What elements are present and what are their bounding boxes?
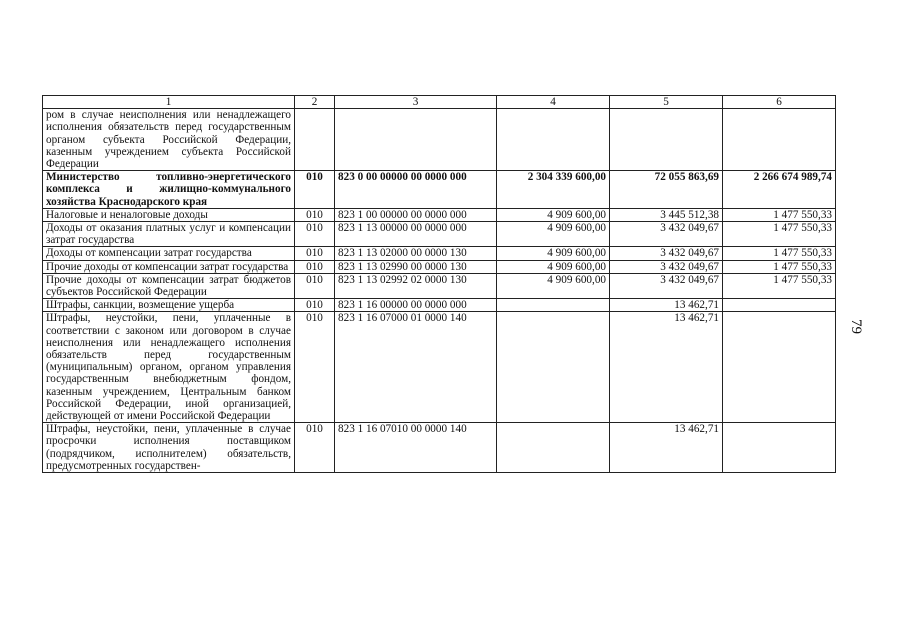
row-description: Доходы от оказания платных услуг и компенсации затрат государства bbox=[43, 222, 295, 247]
row-value-col4: 2 304 339 600,00 bbox=[497, 171, 610, 209]
row-line-code: 010 bbox=[295, 208, 335, 221]
row-value-col5: 13 462,71 bbox=[610, 299, 723, 312]
row-budget-code: 823 1 13 00000 00 0000 000 bbox=[335, 222, 497, 247]
row-value-col6: 1 477 550,33 bbox=[723, 273, 836, 298]
row-value-col5: 3 432 049,67 bbox=[610, 260, 723, 273]
row-description: Штрафы, неустойки, пени, уплаченные в соответствии с законом или договором в случае неисполнения или ненадлежащего исполнения обязательств перед государственным (муниципальным) органом, органом управления государственным внебюджетным фондом, казенным учреждением, Центральным банком Российской Федерации, иной организацией, действующей от имени Российской Федерации bbox=[43, 312, 295, 423]
row-value-col5: 3 432 049,67 bbox=[610, 273, 723, 298]
row-budget-code: 823 1 00 00000 00 0000 000 bbox=[335, 208, 497, 221]
row-description: Прочие доходы от компенсации затрат бюджетов субъектов Российской Федерации bbox=[43, 273, 295, 298]
column-header-5: 5 bbox=[610, 96, 723, 109]
row-value-col4 bbox=[497, 312, 610, 423]
row-value-col6: 1 477 550,33 bbox=[723, 247, 836, 260]
table-row bbox=[43, 109, 836, 171]
row-budget-code: 823 1 13 02000 00 0000 130 bbox=[335, 247, 497, 260]
row-value-col5: 3 432 049,67 bbox=[610, 222, 723, 247]
table-row bbox=[43, 423, 836, 473]
row-line-code: 010 bbox=[295, 171, 335, 209]
column-number-header-row bbox=[43, 96, 836, 109]
table-row bbox=[43, 247, 836, 260]
row-value-col4 bbox=[497, 109, 610, 171]
row-description: ром в случае неисполнения или ненадлежащего исполнения обязательств перед государственным органом субъекта Российской Федерации, казенным учреждением субъекта Российской Федерации bbox=[43, 109, 295, 171]
row-budget-code: 823 1 16 07010 00 0000 140 bbox=[335, 423, 497, 473]
row-value-col6: 2 266 674 989,74 bbox=[723, 171, 836, 209]
row-description: Доходы от компенсации затрат государства bbox=[43, 247, 295, 260]
row-line-code: 010 bbox=[295, 260, 335, 273]
table-row bbox=[43, 299, 836, 312]
row-value-col5: 13 462,71 bbox=[610, 312, 723, 423]
row-value-col5: 72 055 863,69 bbox=[610, 171, 723, 209]
row-budget-code: 823 0 00 00000 00 0000 000 bbox=[335, 171, 497, 209]
column-header-2: 2 bbox=[295, 96, 335, 109]
row-budget-code: 823 1 16 00000 00 0000 000 bbox=[335, 299, 497, 312]
row-value-col4: 4 909 600,00 bbox=[497, 247, 610, 260]
page-number: 79 bbox=[848, 319, 864, 334]
row-description: Прочие доходы от компенсации затрат государства bbox=[43, 260, 295, 273]
row-value-col5: 3 432 049,67 bbox=[610, 247, 723, 260]
column-header-3: 3 bbox=[335, 96, 497, 109]
row-budget-code: 823 1 16 07000 01 0000 140 bbox=[335, 312, 497, 423]
row-line-code bbox=[295, 109, 335, 171]
row-line-code: 010 bbox=[295, 273, 335, 298]
row-budget-code: 823 1 13 02992 02 0000 130 bbox=[335, 273, 497, 298]
column-header-1: 1 bbox=[43, 96, 295, 109]
row-description: Штрафы, неустойки, пени, уплаченные в случае просрочки исполнения поставщиком (подрядчиком, исполнителем) обязательств, предусмотренных государствен- bbox=[43, 423, 295, 473]
row-value-col4 bbox=[497, 299, 610, 312]
row-value-col6 bbox=[723, 109, 836, 171]
column-header-6: 6 bbox=[723, 96, 836, 109]
row-value-col5: 3 445 512,38 bbox=[610, 208, 723, 221]
row-value-col4: 4 909 600,00 bbox=[497, 208, 610, 221]
row-value-col6 bbox=[723, 423, 836, 473]
row-description: Штрафы, санкции, возмещение ущерба bbox=[43, 299, 295, 312]
row-value-col4 bbox=[497, 423, 610, 473]
row-value-col6: 1 477 550,33 bbox=[723, 222, 836, 247]
row-value-col6: 1 477 550,33 bbox=[723, 260, 836, 273]
table-row bbox=[43, 222, 836, 247]
row-budget-code: 823 1 13 02990 00 0000 130 bbox=[335, 260, 497, 273]
revenue-table bbox=[42, 95, 836, 473]
row-line-code: 010 bbox=[295, 423, 335, 473]
row-value-col6 bbox=[723, 312, 836, 423]
row-value-col4: 4 909 600,00 bbox=[497, 260, 610, 273]
table-row bbox=[43, 208, 836, 221]
row-line-code: 010 bbox=[295, 247, 335, 260]
table-body bbox=[43, 96, 836, 473]
table-row bbox=[43, 273, 836, 298]
table-row bbox=[43, 171, 836, 209]
column-header-4: 4 bbox=[497, 96, 610, 109]
table-row bbox=[43, 312, 836, 423]
row-line-code: 010 bbox=[295, 299, 335, 312]
row-value-col6: 1 477 550,33 bbox=[723, 208, 836, 221]
row-value-col4: 4 909 600,00 bbox=[497, 222, 610, 247]
row-value-col6 bbox=[723, 299, 836, 312]
table-row bbox=[43, 260, 836, 273]
row-line-code: 010 bbox=[295, 312, 335, 423]
row-description: Налоговые и неналоговые доходы bbox=[43, 208, 295, 221]
row-value-col5: 13 462,71 bbox=[610, 423, 723, 473]
row-value-col5 bbox=[610, 109, 723, 171]
row-line-code: 010 bbox=[295, 222, 335, 247]
row-description: Министерство топливно-энергетического комплекса и жилищно-коммунального хозяйства Краснодарского края bbox=[43, 171, 295, 209]
row-value-col4: 4 909 600,00 bbox=[497, 273, 610, 298]
row-budget-code bbox=[335, 109, 497, 171]
